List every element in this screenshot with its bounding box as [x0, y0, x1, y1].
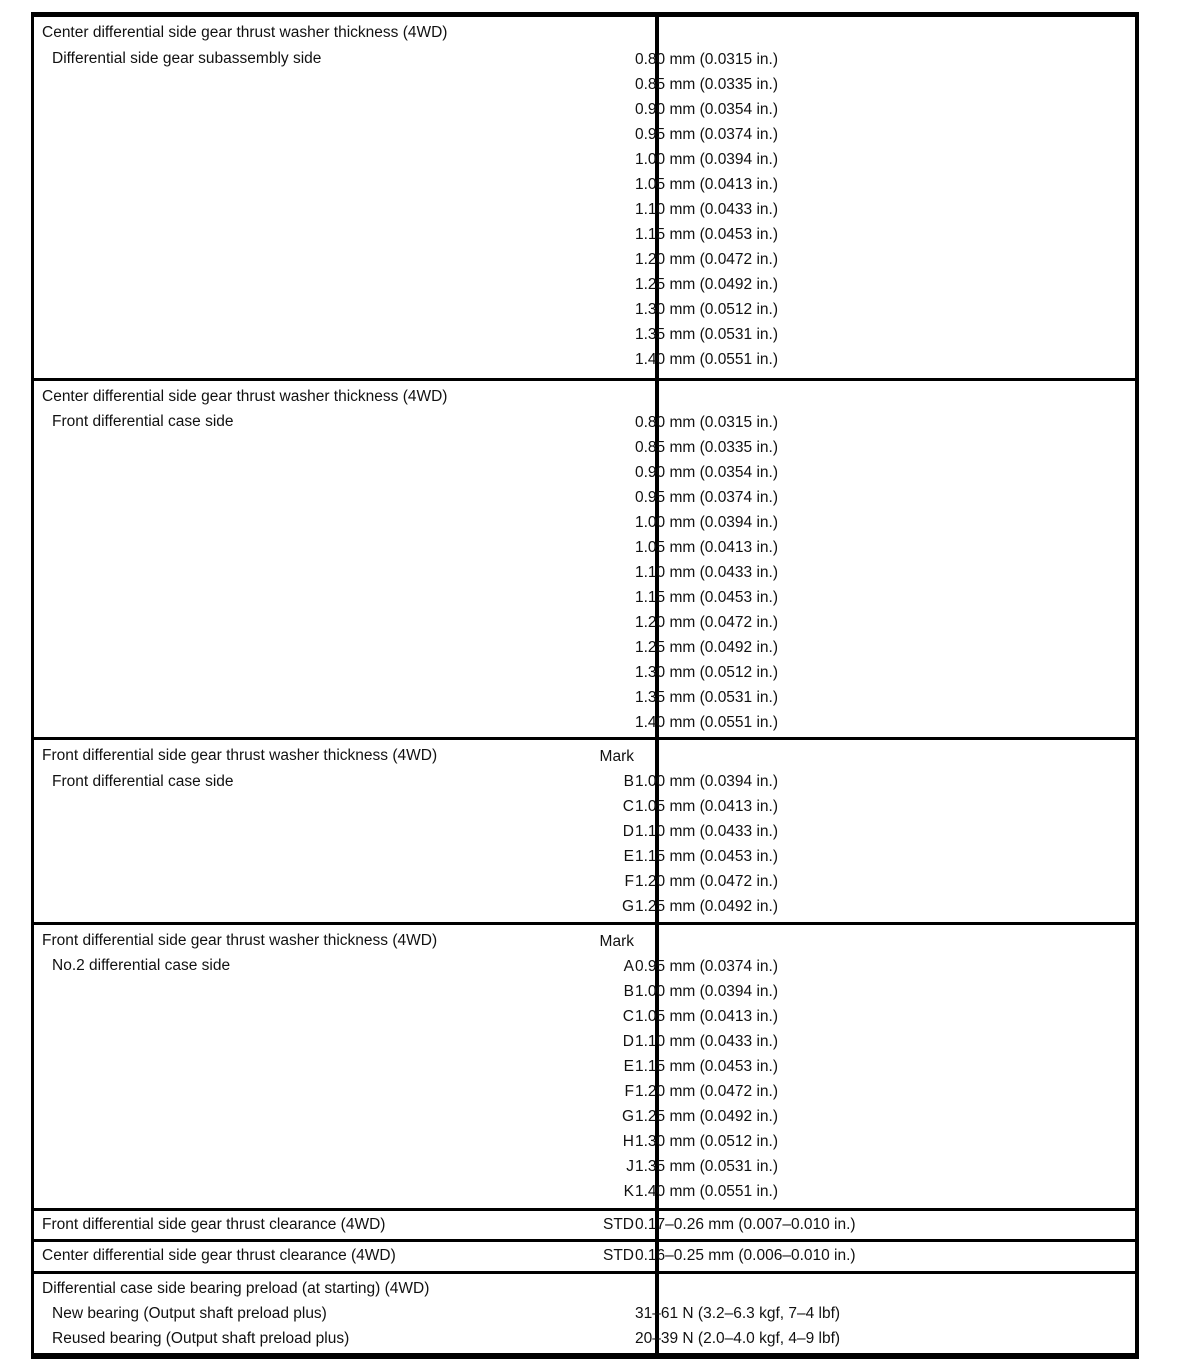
value-row: 0.90 mm (0.0354 in.): [635, 464, 779, 481]
spec-table: [31, 12, 1139, 1359]
value-row: 1.20 mm (0.0472 in.): [635, 251, 779, 268]
mark-cell: G: [621, 1108, 634, 1125]
value-row: 0.80 mm (0.0315 in.): [635, 414, 779, 431]
value-row: 1.00 mm (0.0394 in.): [635, 773, 779, 790]
value-row: 1.25 mm (0.0492 in.): [635, 898, 779, 915]
section-center-diff-thrust-clearance: [34, 1239, 1135, 1271]
value-row: 1.20 mm (0.0472 in.): [635, 873, 779, 890]
value-row: 1.00 mm (0.0394 in.): [635, 514, 779, 531]
section-title: Differential case side bearing preload (at starting) (4WD): [42, 1280, 430, 1297]
value-row: 1.30 mm (0.0512 in.): [635, 1133, 779, 1150]
value-row: 0.17–0.26 mm (0.007–0.010 in.): [635, 1216, 856, 1233]
mark-cell: E: [623, 848, 634, 865]
section-front-diff-no2-case: [34, 922, 1135, 1208]
section-bearing-preload: [34, 1271, 1135, 1353]
value-row: 1.10 mm (0.0433 in.): [635, 823, 779, 840]
section-subtitle: Front differential case side: [52, 413, 234, 430]
value-row: 1.10 mm (0.0433 in.): [635, 564, 779, 581]
value-row: 0.80 mm (0.0315 in.): [635, 51, 779, 68]
value-row: 1.35 mm (0.0531 in.): [635, 1158, 779, 1175]
value-row: 1.25 mm (0.0492 in.): [635, 276, 779, 293]
value-row: 1.05 mm (0.0413 in.): [635, 176, 779, 193]
section-subtitle: No.2 differential case side: [52, 957, 231, 974]
value-row: 1.00 mm (0.0394 in.): [635, 151, 779, 168]
section-title: Front differential side gear thrust washer thickness (4WD): [42, 932, 438, 949]
section-subtitle: Differential side gear subassembly side: [52, 50, 322, 67]
std-label: STD: [603, 1216, 634, 1233]
value-row: 0.85 mm (0.0335 in.): [635, 439, 779, 456]
section-title: Center differential side gear thrust washer thickness (4WD): [42, 24, 448, 41]
value-row: 1.40 mm (0.0551 in.): [635, 351, 779, 368]
value-row: 0.85 mm (0.0335 in.): [635, 76, 779, 93]
mark-cell: D: [622, 823, 634, 840]
value-row: 1.25 mm (0.0492 in.): [635, 1108, 779, 1125]
sub-item: New bearing (Output shaft preload plus): [52, 1305, 327, 1322]
mark-cell: G: [621, 898, 634, 915]
section-front-diff-thrust-clearance: [34, 1208, 1135, 1239]
value-row: 1.05 mm (0.0413 in.): [635, 1008, 779, 1025]
section-subtitle: Front differential case side: [52, 773, 234, 790]
section-front-diff-front-case: [34, 737, 1135, 922]
mark-cell: C: [622, 798, 634, 815]
value-row: 0.95 mm (0.0374 in.): [635, 489, 779, 506]
value-row: 1.30 mm (0.0512 in.): [635, 664, 779, 681]
value-row: 0.16–0.25 mm (0.006–0.010 in.): [635, 1247, 856, 1264]
mark-cell: D: [622, 1033, 634, 1050]
section-title: Center differential side gear thrust clearance (4WD): [42, 1247, 396, 1264]
value-row: 1.35 mm (0.0531 in.): [635, 689, 779, 706]
section-title: Front differential side gear thrust washer thickness (4WD): [42, 747, 438, 764]
value-row: 1.15 mm (0.0453 in.): [635, 226, 779, 243]
value-row: 20–39 N (2.0–4.0 kgf, 4–9 lbf): [635, 1330, 841, 1347]
mark-cell: K: [623, 1183, 634, 1200]
mark-cell: C: [622, 1008, 634, 1025]
mark-header: Mark: [599, 748, 634, 765]
value-row: 1.15 mm (0.0453 in.): [635, 589, 779, 606]
value-row: 31–61 N (3.2–6.3 kgf, 7–4 lbf): [635, 1305, 841, 1322]
mark-cell: E: [623, 1058, 634, 1075]
value-row: 1.10 mm (0.0433 in.): [635, 1033, 779, 1050]
section-title: Front differential side gear thrust clearance (4WD): [42, 1216, 386, 1233]
value-row: 1.20 mm (0.0472 in.): [635, 614, 779, 631]
value-row: 1.00 mm (0.0394 in.): [635, 983, 779, 1000]
mark-header: Mark: [599, 933, 634, 950]
mark-cell: F: [624, 873, 634, 890]
mark-cell: B: [623, 983, 634, 1000]
value-row: 1.10 mm (0.0433 in.): [635, 201, 779, 218]
section-center-diff-subassembly: [34, 17, 1135, 378]
mark-cell: F: [624, 1083, 634, 1100]
mark-cell: J: [626, 1158, 634, 1175]
mark-cell: A: [623, 958, 634, 975]
value-row: 0.95 mm (0.0374 in.): [635, 958, 779, 975]
value-row: 1.15 mm (0.0453 in.): [635, 848, 779, 865]
section-title: Center differential side gear thrust washer thickness (4WD): [42, 388, 448, 405]
value-row: 1.30 mm (0.0512 in.): [635, 301, 779, 318]
value-row: 1.40 mm (0.0551 in.): [635, 714, 779, 731]
value-row: 1.25 mm (0.0492 in.): [635, 639, 779, 656]
section-center-diff-front-case: [34, 378, 1135, 737]
value-row: 0.90 mm (0.0354 in.): [635, 101, 779, 118]
value-row: 1.20 mm (0.0472 in.): [635, 1083, 779, 1100]
std-label: STD: [603, 1247, 634, 1264]
value-row: 0.95 mm (0.0374 in.): [635, 126, 779, 143]
mark-cell: H: [622, 1133, 634, 1150]
value-row: 1.15 mm (0.0453 in.): [635, 1058, 779, 1075]
value-row: 1.40 mm (0.0551 in.): [635, 1183, 779, 1200]
sub-item: Reused bearing (Output shaft preload plus): [52, 1330, 350, 1347]
mark-cell: B: [623, 773, 634, 790]
value-row: 1.35 mm (0.0531 in.): [635, 326, 779, 343]
value-row: 1.05 mm (0.0413 in.): [635, 539, 779, 556]
value-row: 1.05 mm (0.0413 in.): [635, 798, 779, 815]
